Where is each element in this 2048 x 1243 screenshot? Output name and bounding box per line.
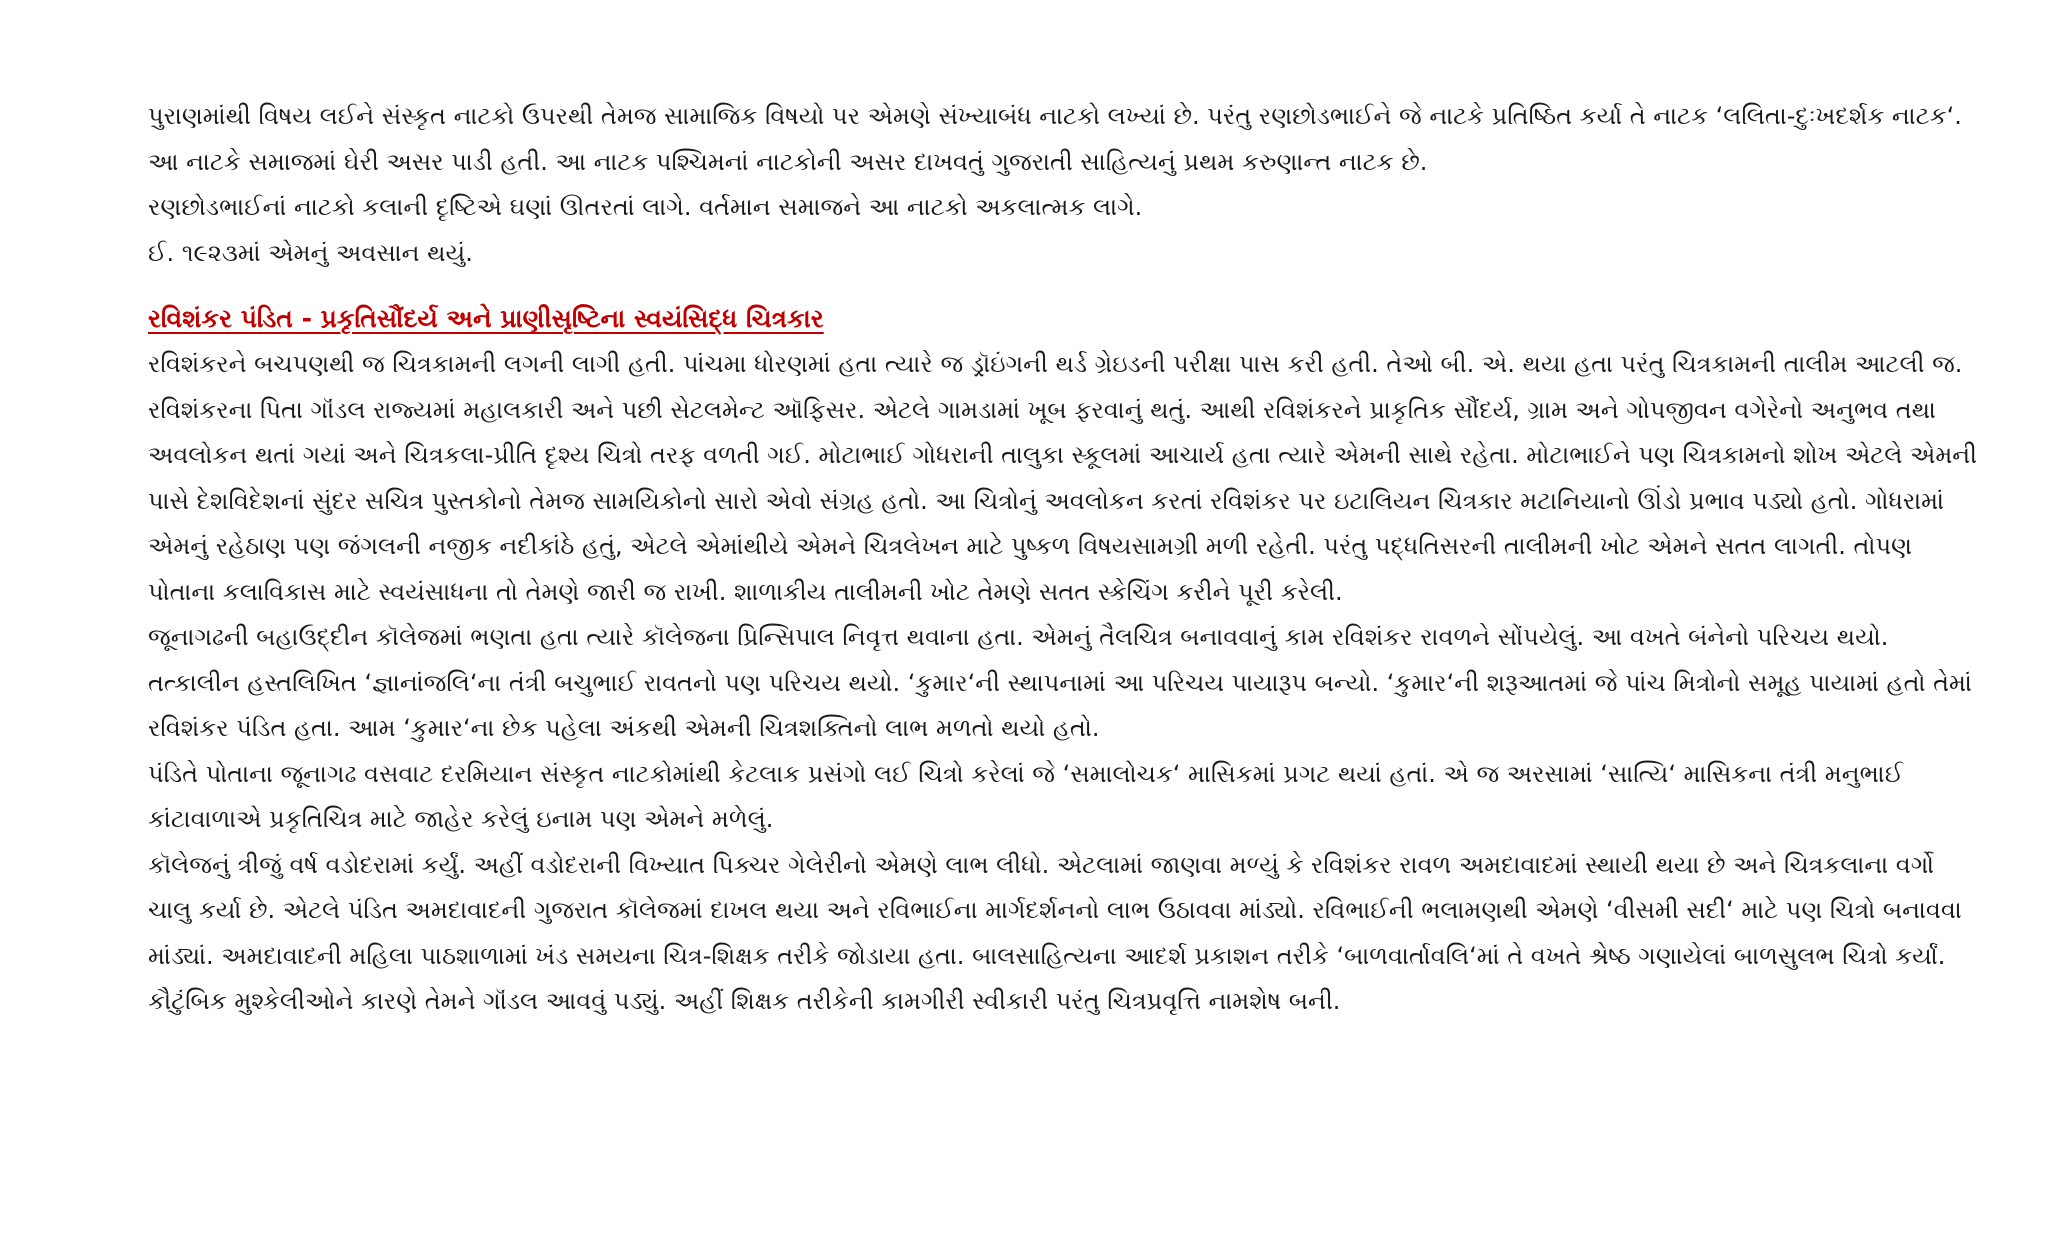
paragraph: પુરાણમાંથી વિષય લઈને સંસ્કૃત નાટકો ઉપરથી તેમજ સામાજિક વિષયો પર એમણે સંખ્યાબંધ નાટકો લખ્યાં છે. પરંતુ રણછોડભાઈને જે નાટકે પ્રતિષ્ઠિત કર્યા તે નાટક ‘લલિતા-દુઃખદર્શક નાટક‘. આ નાટકે સમાજમાં ઘેરી અસર પાડી હતી. આ નાટક પશ્ચિમનાં નાટકોની અસર દાખવતું ગુજરાતી સાહિત્યનું પ્રથમ કરુણાન્ત નાટક છે.	[148, 102, 1962, 176]
paragraph: જૂનાગઢની બહાઉદ્દીન કૉલેજમાં ભણતા હતા ત્યારે કૉલેજના પ્રિન્સિપાલ નિવૃત્ત થવાના હતા. એમનું તૈલચિત્ર બનાવવાનું કામ રવિશંકર રાવળને સોંપયેલું. આ વખતે બંનેનો પરિચય થયો. તત્કાલીન હસ્તલિખિત ‘જ્ઞાનાંજલિ‘ના તંત્રી બચુભાઈ રાવતનો પણ પરિચય થયો. ‘કુમાર‘ની સ્થાપનામાં આ પરિચય પાયારૂપ બન્યો. ‘કુમાર‘ની શરૂઆતમાં જે પાંચ મિત્રોનો સમૂહ પાયામાં હતો તેમાં રવિશંકર પંડિત હતા. આમ ‘કુમાર‘ના છેક પહેલા અંકથી એમની ચિત્રશક્તિનો લાભ મળતો થયો હતો.	[148, 623, 1972, 742]
document-page	[148, 94, 1978, 1025]
paragraph: રવિશંકરના પિતા ગૉંડલ રાજ્યમાં મહાલકારી અને પછી સેટલમેન્ટ ઑફિસર. એટલે ગામડામાં ખૂબ ફરવાનું થતું. આથી રવિશંકરને પ્રાકૃતિક સૌંદર્ય, ગ્રામ અને ગોપજીવન વગેરેનો અનુભવ તથા અવલોકન થતાં ગયાં અને ચિત્રકલા-પ્રીતિ દૃશ્ય ચિત્રો તરફ વળતી ગઈ. મોટાભાઈ ગોધરાની તાલુકા સ્કૂલમાં આચાર્ય હતા ત્યારે એમની સાથે રહેતા. મોટાભાઈને પણ ચિત્રકામનો શોખ એટલે એમની પાસે દેશવિદેશનાં સુંદર સચિત્ર પુસ્તકોનો તેમજ સામયિકોનો સારો એવો સંગ્રહ હતો. આ ચિત્રોનું અવલોકન કરતાં રવિશંકર પર ઇટાલિયન ચિત્રકાર મટાનિયાનો ઊંડો પ્રભાવ પડ્યો હતો. ગોધરામાં એમનું રહેઠાણ પણ જંગલની નજીક નદીકાંઠે હતું, એટલે એમાંથીયે એમને ચિત્રલેખન માટે પુષ્કળ વિષયસામગ્રી મળી રહેતી. પરંતુ પદ્ધતિસરની તાલીમની ખોટ એમને સતત લાગતી. તોપણ પોતાના કલાવિકાસ માટે સ્વયંસાધના તો તેમણે જારી જ રાખી. શાળાકીય તાલીમની ખોટ તેમણે સતત સ્કેચિંગ કરીને પૂરી કરેલી.	[148, 395, 1978, 606]
paragraph: રવિશંકરને બચપણથી જ ચિત્રકામની લગની લાગી હતી. પાંચમા ધોરણમાં હતા ત્યારે જ ડ્રૉઇંગની થર્ડ ગ્રેઇડની પરીક્ષા પાસ કરી હતી. તેઓ બી. એ. થયા હતા પરંતુ ચિત્રકામની તાલીમ આટલી જ.	[148, 350, 1963, 378]
paragraph: ઈ. ૧૯૨૩માં એમનું અવસાન થયું.	[148, 238, 473, 267]
section-heading: રવિશંકર પંડિત - પ્રકૃતિસૌંદર્ય અને પ્રાણીસૃષ્ટિના સ્વયંસિદ્ધ ચિત્રકાર	[148, 304, 824, 333]
paragraph: પંડિતે પોતાના જૂનાગઢ વસવાટ દરમિયાન સંસ્કૃત નાટકોમાંથી કેટલાક પ્રસંગો લઈ ચિત્રો કરેલાં જે ‘સમાલોચક‘ માસિકમાં પ્રગટ થયાં હતાં. એ જ અરસામાં ‘સાત્યિ‘ માસિકના તંત્રી મનુભાઈ કાંટાવાળાએ પ્રકૃતિચિત્ર માટે જાહેર કરેલું ઇનામ પણ એમને મળેલું.	[148, 759, 1904, 833]
paragraph: કૉલેજનું ત્રીજું વર્ષ વડોદરામાં કર્યું. અહીં વડોદરાની વિખ્યાત પિક્ચર ગેલેરીનો એમણે લાભ લીધો. એટલામાં જાણવા મળ્યું કે રવિશંકર રાવળ અમદાવાદમાં સ્થાયી થયા છે અને ચિત્રકલાના વર્ગો ચાલુ કર્યા છે. એટલે પંડિત અમદાવાદની ગુજરાત કૉલેજમાં દાખલ થયા અને રવિભાઈના માર્ગદર્શનનો લાભ ઉઠાવવા માંડ્યો. રવિભાઈની ભલામણથી એમણે ‘વીસમી સદી‘ માટે પણ ચિત્રો બનાવવા માંડ્યાં. અમદાવાદની મહિલા પાઠશાળામાં ખંડ સમયના ચિત્ર-શિક્ષક તરીકે જોડાયા હતા. બાલસાહિત્યના આદર્શ પ્રકાશન તરીકે ‘બાળવાર્તાવલિ‘માં તે વખતે શ્રેષ્ઠ ગણાયેલાં બાળસુલભ ચિત્રો કર્યાં. કૌટુંબિક મુશ્કેલીઓને કારણે તેમને ગૉંડલ આવવું પડ્યું. અહીં શિક્ષક તરીકેની કામગીરી સ્વીકારી પરંતુ ચિત્રપ્રવૃત્તિ નામશેષ બની.	[148, 850, 1962, 1015]
paragraph: રણછોડભાઈનાં નાટકો કલાની દૃષ્ટિએ ઘણાં ઊતરતાં લાગે. વર્તમાન સમાજને આ નાટકો અકલાત્મક લાગે.	[148, 193, 1143, 221]
